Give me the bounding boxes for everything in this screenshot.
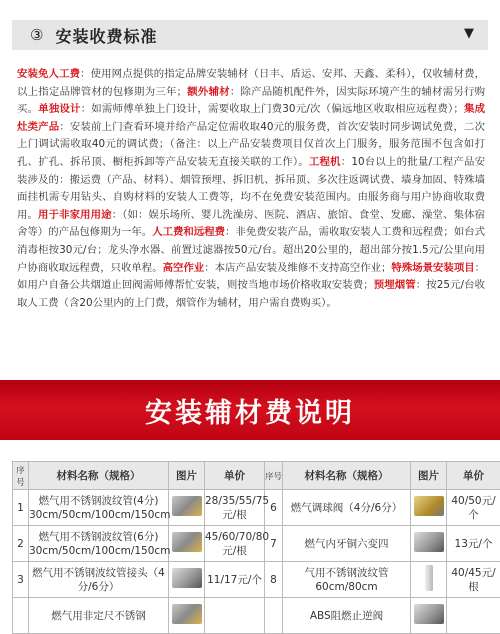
fee-notes [17, 66, 485, 312]
material-image [169, 562, 205, 598]
material-photo-icon [172, 604, 202, 624]
material-name: 燃气用不锈钢波纹管(6分) 30cm/50cm/100cm/150cm [29, 526, 169, 562]
row-number: 1 [13, 490, 29, 526]
unit-price: 13元/个 [447, 526, 500, 562]
material-name: 燃气内牙铜六变四 [283, 526, 411, 562]
material-name: ABS阻燃止逆阀 [283, 598, 411, 634]
note-text: ：按25元/台收取人工费（含20公里内的上门费，烟管作为辅材，用户需自费购买）。 [17, 279, 485, 309]
table-row [13, 526, 500, 562]
table-header-row [13, 462, 500, 490]
note-heading: 用于非家用用途 [38, 209, 112, 221]
row-number [13, 598, 29, 634]
row-number: 8 [265, 562, 283, 598]
note-text: ：使用网点提供的指定品牌安装辅材（日丰、盾运、安邦、天鑫、柔科），仅收辅材费，以上指定品牌管材的包修期为三年； [17, 68, 485, 98]
banner-title: 安装辅材费说明 [145, 391, 355, 430]
unit-price [447, 598, 500, 634]
note-heading: 安装免人工费 [17, 68, 80, 80]
materials-table [12, 461, 500, 634]
unit-price [205, 598, 265, 634]
note-heading: 单独设计 [38, 103, 80, 115]
row-number: 2 [13, 526, 29, 562]
collapse-arrow-icon[interactable]: ▼ [464, 26, 474, 41]
unit-price: 45/60/70/80元/根 [205, 526, 265, 562]
note-text: ：如需师傅单独上门设计，需要收取上门费30元/次（偏远地区收取相应远程费）； [81, 103, 464, 115]
note-text: ：（如：娱乐场所、婴儿洗澡房、医院、酒店、旅馆、食堂、发廊、澡堂、集体宿舍等）的产品包修期为一年。 [17, 209, 485, 239]
header-pic-2: 图片 [411, 462, 447, 490]
note-heading: 工程机 [309, 156, 341, 168]
row-number: 3 [13, 562, 29, 598]
note-heading: 集成灶类产品 [17, 103, 485, 133]
unit-price: 28/35/55/75元/根 [205, 490, 265, 526]
material-image [411, 490, 447, 526]
row-number: 7 [265, 526, 283, 562]
note-text: ：10台以上的批量/工程产品安装涉及的：搬运费（产品、材料）、烟管预埋、拆旧机、拆吊顶、多次往返调试费、墙身加固、特殊墙面挂机需专用钻头、自购材料的安装人工费等，均不在免费安装范围内。由服务商与用户协商收取费用。 [17, 156, 485, 221]
material-name: 气用不锈钢波纹管 60cm/80cm [283, 562, 411, 598]
material-photo-icon [425, 565, 433, 591]
material-name: 燃气用非定尺不锈钢 [29, 598, 169, 634]
section-title: 安装收费标准 [55, 24, 157, 47]
table-body [13, 490, 500, 634]
material-image [169, 490, 205, 526]
material-photo-icon [414, 604, 444, 624]
note-text: ：本店产品安装及维修不支持高空作业； [204, 262, 391, 274]
material-photo-icon [172, 532, 202, 552]
unit-price: 11/17元/个 [205, 562, 265, 598]
note-heading: 额外辅材 [187, 86, 230, 98]
note-heading: 预埋烟管 [374, 279, 416, 291]
section-number: ③ [30, 26, 43, 44]
unit-price: 40/45元/根 [447, 562, 500, 598]
material-photo-icon [172, 568, 202, 588]
material-photo-icon [414, 496, 444, 516]
unit-price: 40/50元/个 [447, 490, 500, 526]
header-pic: 图片 [169, 462, 205, 490]
header-no: 序号 [13, 462, 29, 490]
material-name: 燃气用不锈钢波纹管接头（4分/6分） [29, 562, 169, 598]
material-image [411, 562, 447, 598]
material-name: 燃气用不锈钢波纹管(4分) 30cm/50cm/100cm/150cm [29, 490, 169, 526]
material-photo-icon [414, 532, 444, 552]
section-header[interactable] [12, 20, 488, 50]
header-price: 单价 [205, 462, 265, 490]
material-name: 燃气调球阀（4分/6分） [283, 490, 411, 526]
note-heading: 高空作业 [163, 262, 205, 274]
materials-table-wrap [12, 461, 500, 634]
material-image [169, 526, 205, 562]
header-name-2: 材料名称（规格） [283, 462, 411, 490]
header-name: 材料名称（规格） [29, 462, 169, 490]
row-number: 6 [265, 490, 283, 526]
note-heading: 特殊场景安装项目 [391, 262, 474, 274]
material-image [411, 598, 447, 634]
header-price-2: 单价 [447, 462, 500, 490]
table-row [13, 598, 500, 634]
table-row [13, 562, 500, 598]
material-image [411, 526, 447, 562]
material-image [169, 598, 205, 634]
material-photo-icon [172, 496, 202, 516]
note-text: ：安装前上门查看环境并给产品定位需收取40元的服务费，首次安装时同步调试免费，二次上门调试需收取40元的调试费；（备注：以上产品安装费项目仅首次上门服务，服务范围不包含如打孔、扩孔、拆吊顶、橱柜拆卸等产品安装无直接关联的工作）。 [17, 121, 485, 168]
banner [0, 380, 500, 440]
note-text: ：如用户自备公共烟道止回阀需师傅帮忙安装，则按当地市场价格收取安装费； [17, 262, 485, 292]
header-no-2: 序号 [265, 462, 283, 490]
table-row [13, 490, 500, 526]
row-number [265, 598, 283, 634]
note-heading: 人工费和远程费 [152, 226, 225, 238]
note-text: ：非免费安装产品，需收取安装人工费和远程费；如台式消毒柜按30元/台；龙头净水器、前置过滤器按50元/台。超出20公里的，超出部分按1.5元/公里向用户协商收取远程费，只收单程。 [17, 226, 485, 273]
note-text: ：除产品随机配件外，因实际环境产生的辅材需另行购买。 [17, 86, 485, 116]
